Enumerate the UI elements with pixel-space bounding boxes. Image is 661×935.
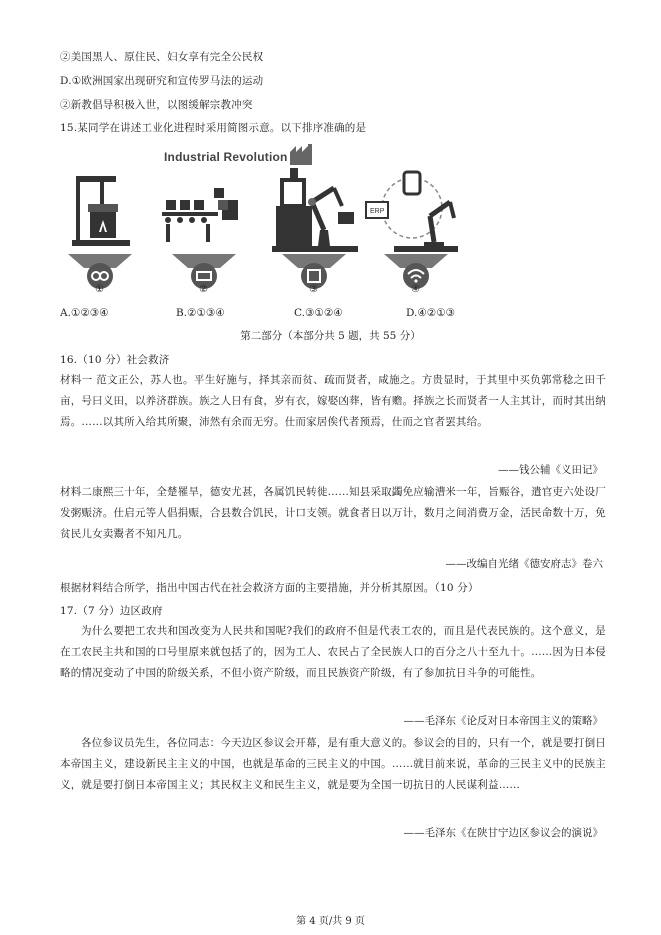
stage-4-iot-robot-icon xyxy=(364,166,464,258)
option-line-d2: ②新教倡导积极入世，以图缓解宗教冲突 xyxy=(60,99,253,111)
stage-3-robot-arm-icon xyxy=(272,166,362,258)
option-line-d1: D.①欧洲国家出现研究和宣传罗马法的运动 xyxy=(60,75,264,87)
q17-paragraph-1: 为什么要把工农共和国改变为人民共和国呢?我们的政府不但是代表工农的，而且是代表民族的。这个意义，是在工农民主共和国的口号里原来就包括了的，因为工人、农民占了全民族人口的百分之八十至九十。……因为日本侵略的情况变动了中国的阶级关系，不但小资产阶级，而且民族资产阶级，有了参加抗日斗争的可能性。 xyxy=(60,625,606,679)
q16-question: 根据材料结合所学，指出中国古代在社会救济方面的主要措施，并分析其原因。（10 分） xyxy=(60,582,479,594)
q17-source-2: ——毛泽东《在陕甘宁边区参议会的演说》 xyxy=(403,827,603,839)
factory-logo-icon xyxy=(288,144,314,166)
erp-label: ERP xyxy=(370,208,385,215)
figure-title: Industrial Revolution xyxy=(164,150,288,164)
stage-label-2: ② xyxy=(199,284,208,295)
stage-label-4: ④ xyxy=(411,284,420,295)
industrial-revolution-figure xyxy=(60,140,540,300)
q17-source-1: ——毛泽东《论反对日本帝国主义的策略》 xyxy=(403,715,603,727)
q16-material-2: 材料二康熙三十年，全楚罹旱，德安尤甚，各属饥民转徙……知县采取蠲免应输漕米一年，旨赈谷，遣官吏六处设厂发粥赈济。仕启元等人倡捐赈，合县数合饥民，计口支领。就食者日以万计，数月之间消费万金，活民命数十万，免贫民儿女卖鬻者不知凡几。 xyxy=(60,486,606,540)
option-a: A.①②③④ xyxy=(60,307,109,319)
part-2-header: 第二部分（本部分共 5 题，共 55 分） xyxy=(240,330,421,342)
stage-badges xyxy=(60,254,540,300)
q17-paragraph-2: 各位参议员先生，各位同志：今天边区参议会开幕，是有重大意义的。参议会的目的，只有一个，就是要打倒日本帝国主义，建设新民主主义的中国，也就是革命的三民主义的中国。……就目前来说，革命的三民主义中的民族主义，就是要打倒日本帝国主义；其民权主义和民生主义，就是要为全国一切抗日的人民谋利益…… xyxy=(60,737,606,791)
question-16-title: 16.（10 分）社会救济 xyxy=(60,354,170,366)
q16-source-1: ——钱公辅《义田记》 xyxy=(498,464,603,476)
question-15-stem: 15.某同学在讲述工业化进程时采用简图示意。以下排序准确的是 xyxy=(60,122,367,134)
stage-2-conveyor-icon xyxy=(158,180,248,250)
question-17-title: 17.（7 分）边区政府 xyxy=(60,605,163,617)
option-c: C.③①②④ xyxy=(294,307,343,319)
q16-source-2: ——改编自光绪《德安府志》卷六 xyxy=(445,558,603,570)
q16-material-1: 材料一 范文正公，苏人也。平生好施与，择其亲而贫、疏而贤者，咸施之。方贵显时，于其里中买负郭常稔之田千亩，号曰义田，以养济群族。族之人日有食，岁有衣，嫁娶凶葬，皆有赡。择族之长而贤者一人主其计，而时其出纳焉。……以其所入给其所聚，沛然有余而无穷。仕而家居俟代者预焉，仕而之官者罢其给。 xyxy=(60,374,606,428)
option-line-c2: ②美国黑人、原住民、妇女享有完全公民权 xyxy=(60,51,264,63)
stage-label-3: ③ xyxy=(309,284,318,295)
stage-1-oil-pump-icon xyxy=(70,168,140,258)
option-b: B.②①③④ xyxy=(176,307,225,319)
option-d: D.④②①③ xyxy=(406,307,456,319)
stage-label-1: ① xyxy=(95,284,104,295)
page-number: 第 4 页/共 9 页 xyxy=(296,916,365,927)
